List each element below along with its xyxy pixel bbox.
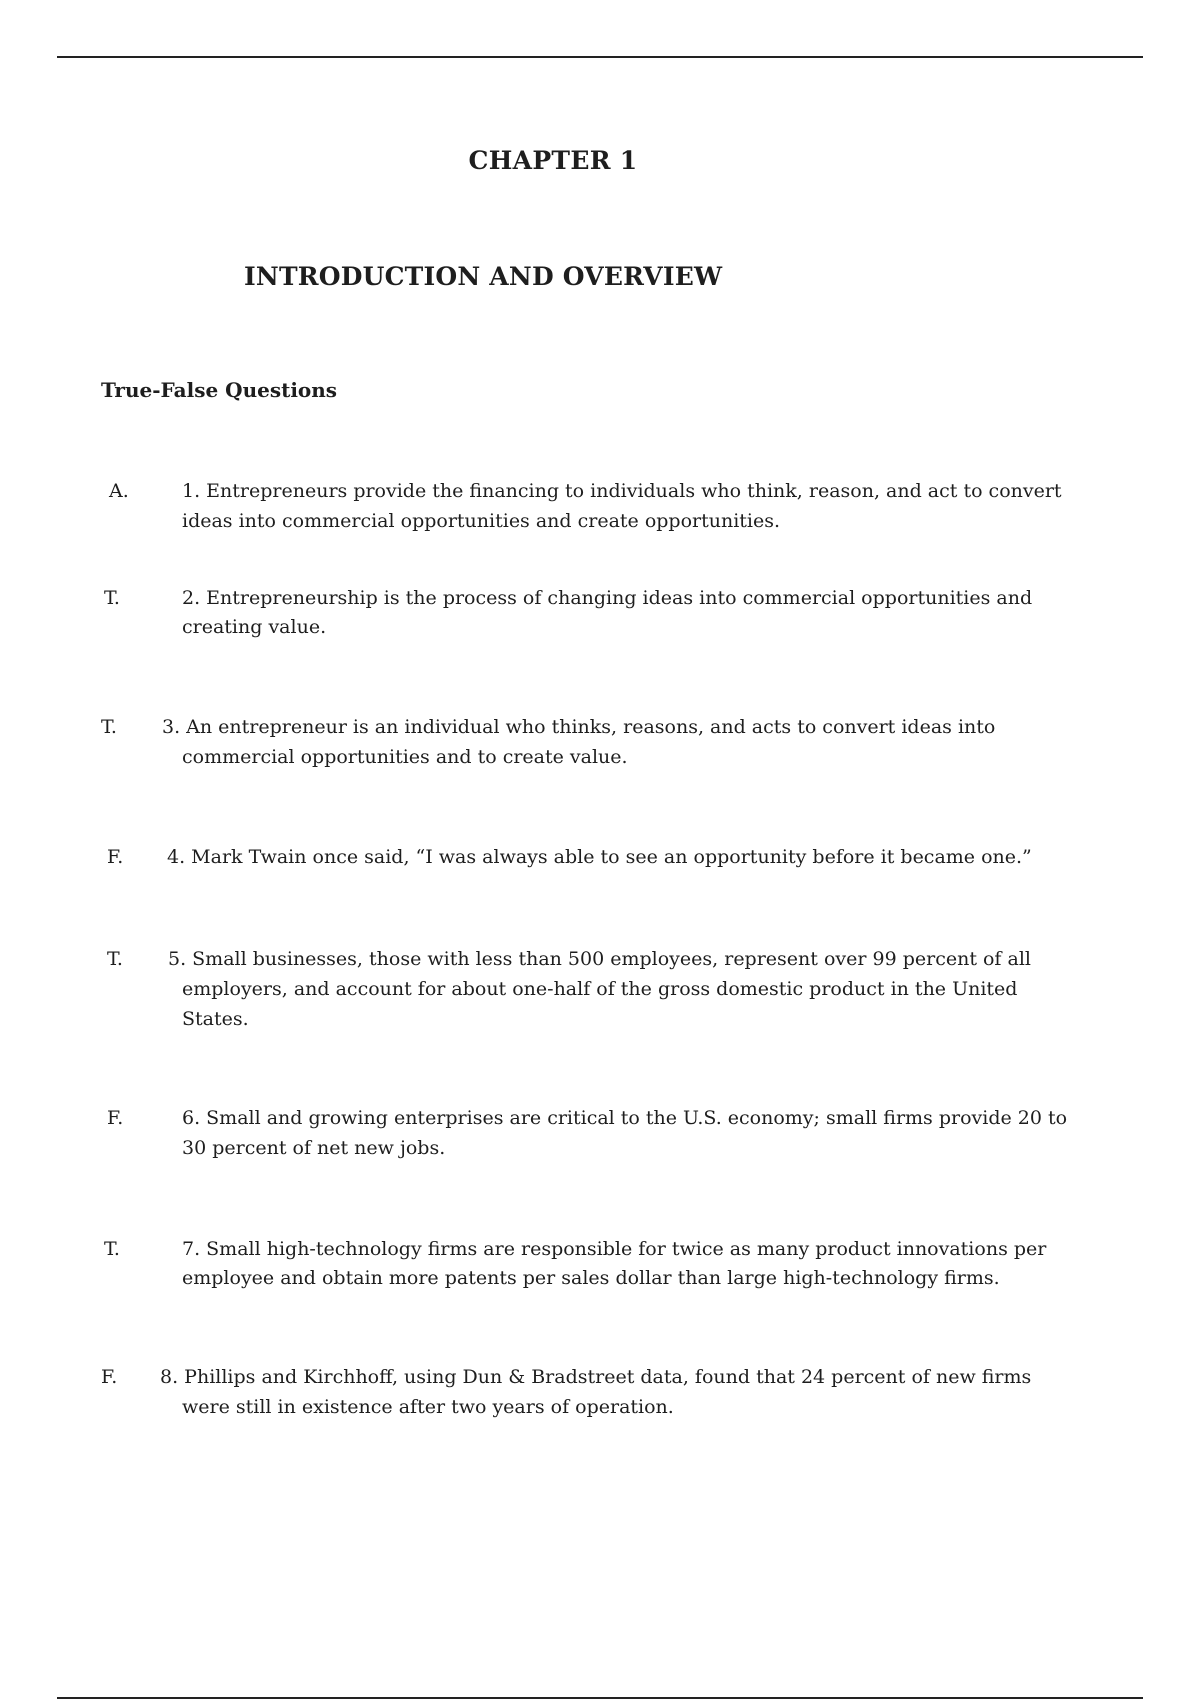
question-continuation xyxy=(182,1133,445,1163)
question-continuation xyxy=(182,1263,1000,1293)
question-text: 2. Entrepreneurship is the process of changing ideas into commercial opportunities and xyxy=(182,587,1033,609)
question-text: 6. Small and growing enterprises are critical to the U.S. economy; small firms provide 20 to xyxy=(182,1107,1068,1129)
question-continuation xyxy=(182,506,780,536)
question-continuation xyxy=(182,612,326,642)
question-text-line: ideas into commercial opportunities and create opportunities. xyxy=(182,510,781,532)
chapter-heading: CHAPTER 1 xyxy=(468,146,638,175)
top-rule xyxy=(57,56,1143,58)
question-text: 7. Small high-technology firms are responsible for twice as many product innovations per xyxy=(182,1238,1047,1260)
question-text-line: creating value. xyxy=(182,616,327,638)
question-text: 4. Mark Twain once said, “I was always able to see an opportunity before it became one.” xyxy=(167,846,1032,868)
question-text: 5. Small businesses, those with less than 500 employees, represent over 99 percent of all xyxy=(168,948,1031,970)
question-text-line: 30 percent of net new jobs. xyxy=(182,1137,446,1159)
answer-label: F. xyxy=(107,1107,124,1129)
answer-label: T. xyxy=(104,587,120,609)
question-text-line: commercial opportunities and to create value. xyxy=(182,746,628,768)
answer-label: F. xyxy=(107,846,124,868)
question-continuation xyxy=(182,742,628,772)
question-continuation xyxy=(182,1392,674,1422)
question-text-line: employers, and account for about one-half of the gross domestic product in the United xyxy=(182,978,1018,1000)
answer-label: F. xyxy=(101,1366,118,1388)
question-text: 8. Phillips and Kirchhoff, using Dun & Bradstreet data, found that 24 percent of new firms xyxy=(160,1366,1032,1388)
question-text: 3. An entrepreneur is an individual who thinks, reasons, and acts to convert ideas into xyxy=(162,716,996,738)
answer-label: T. xyxy=(107,948,123,970)
section-heading: True-False Questions xyxy=(101,378,338,402)
question-text-line: were still in existence after two years of operation. xyxy=(182,1396,674,1418)
answer-label: A. xyxy=(109,480,129,502)
chapter-title: INTRODUCTION AND OVERVIEW xyxy=(244,262,723,291)
question-continuation xyxy=(182,974,1017,1034)
question-text-line: States. xyxy=(182,1008,249,1030)
answer-label: T. xyxy=(104,1238,120,1260)
question-text: 1. Entrepreneurs provide the financing to individuals who think, reason, and act to convert xyxy=(182,480,1062,502)
question-text-line: employee and obtain more patents per sales dollar than large high-technology firms. xyxy=(182,1267,1000,1289)
bottom-rule xyxy=(57,1697,1143,1699)
answer-label: T. xyxy=(101,716,117,738)
